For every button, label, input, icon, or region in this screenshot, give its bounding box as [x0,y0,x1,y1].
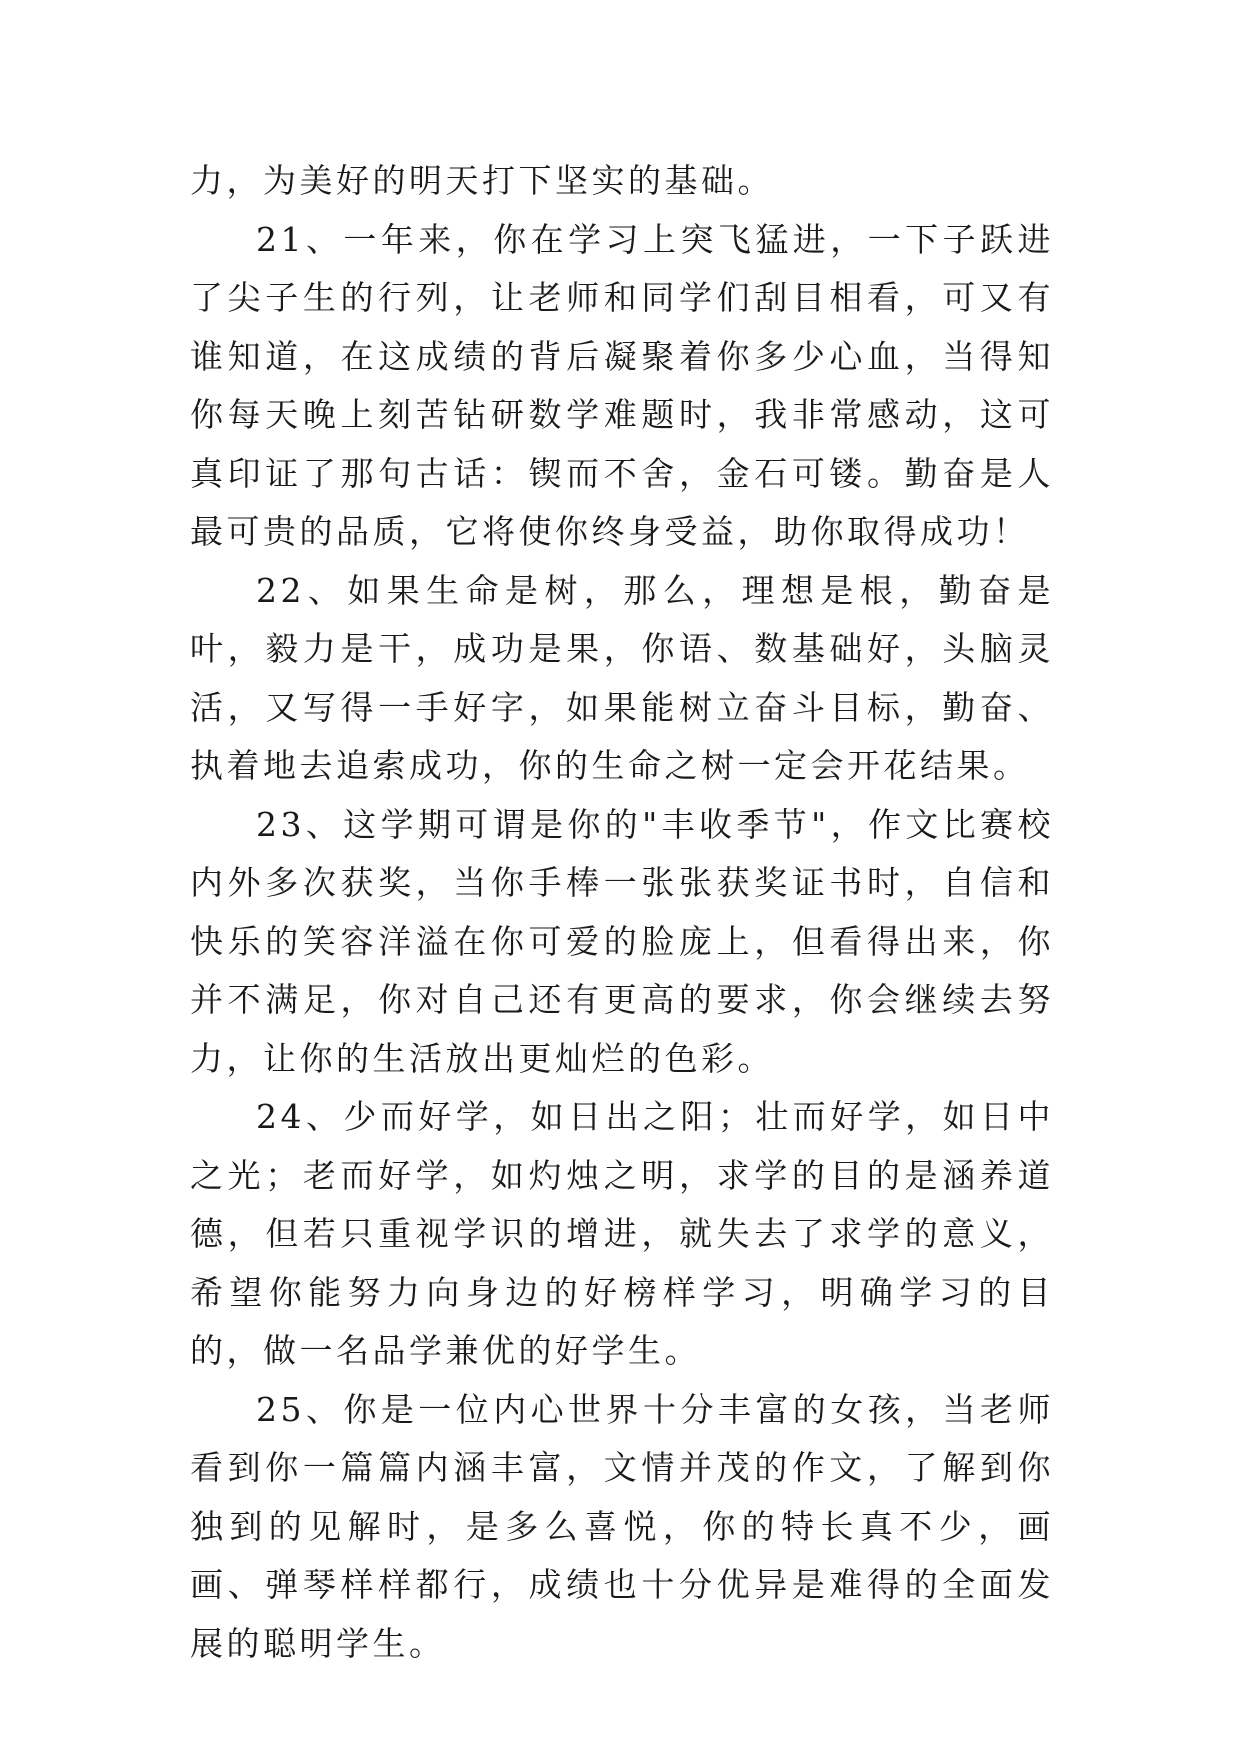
paragraph-24: 24、少而好学，如日出之阳；壮而好学，如日中之光；老而好学，如灼烛之明，求学的目的是涵养道德，但若只重视学识的增进，就失去了求学的意义，希望你能努力向身边的好榜样学习，明确学习的目的，做一名品学兼优的好学生。 [190,1097,1054,1370]
paragraph-23: 23、这学期可谓是你的"丰收季节"，作文比赛校内外多次获奖，当你手棒一张张获奖证书时，自信和快乐的笑容洋溢在你可爱的脸庞上，但看得出来，你并不满足，你对自己还有更高的要求，你会继续去努力，让你的生活放出更灿烂的色彩。 [190,804,1054,1078]
paragraph-21: 21、一年来，你在学习上突飞猛进，一下子跃进了尖子生的行列，让老师和同学们刮目相看，可又有谁知道，在这成绩的背后凝聚着你多少心血，当得知你每天晚上刻苦钻研数学难题时，我非常感动，这可真印证了那句古话：锲而不舍，金石可镂。勤奋是人最可贵的品质，它将使你终身受益，助你取得成功！ [190,219,1054,551]
paragraph-22: 22、如果生命是树，那么，理想是根，勤奋是叶，毅力是干，成功是果，你语、数基础好，头脑灵活，又写得一手好字，如果能树立奋斗目标，勤奋、执着地去追索成功，你的生命之树一定会开花结果。 [190,570,1054,785]
paragraph-continued: 力，为美好的明天打下坚实的基础。 [190,161,774,200]
paragraph-25: 25、你是一位内心世界十分丰富的女孩，当老师看到你一篇篇内涵丰富，文情并茂的作文，了解到你独到的见解时，是多么喜悦，你的特长真不少，画画、弹琴样样都行，成绩也十分优异是难得的全面发展的聪明学生。 [190,1389,1054,1663]
document-page [190,152,1054,1673]
